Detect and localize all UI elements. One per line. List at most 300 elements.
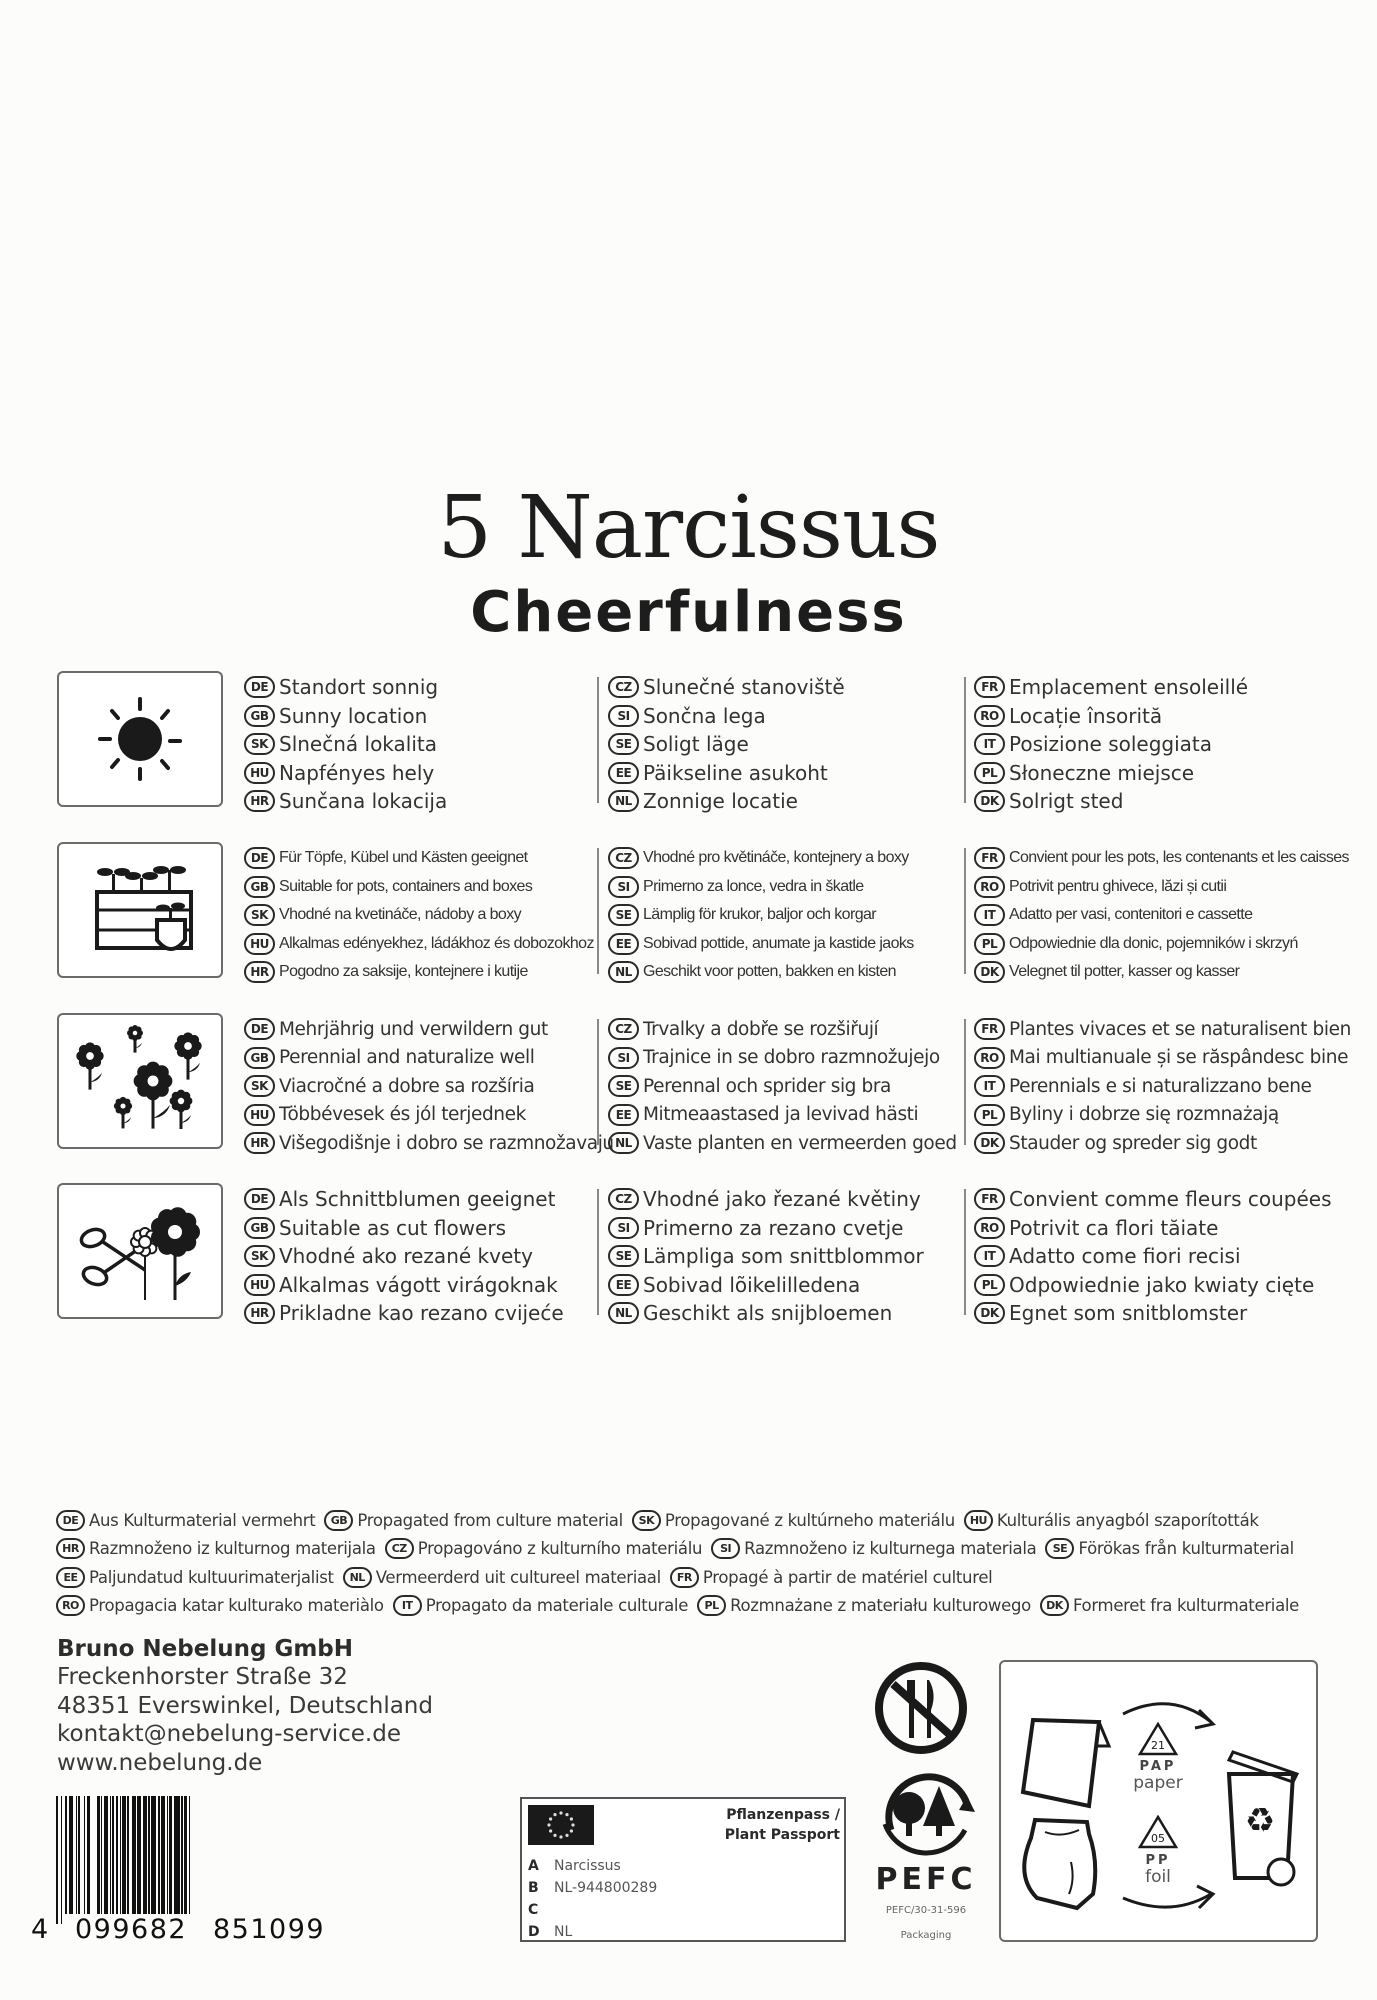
- lang-badge-se: SE: [608, 733, 639, 755]
- translation-line: [244, 1044, 614, 1073]
- lang-badge-dk: DK: [974, 1132, 1005, 1154]
- lang-badge-de: DE: [244, 676, 275, 698]
- propagation-text: Rozmnażane z materiału kulturowego: [730, 1596, 1031, 1616]
- propagation-text: Paljundatud kultuurimaterjalist: [89, 1567, 334, 1587]
- company-name: Bruno Nebelung GmbH: [57, 1636, 354, 1662]
- passport-row-b: [528, 1877, 657, 1899]
- translation-line: [974, 958, 1349, 987]
- language-column: [608, 844, 914, 987]
- lang-badge-ee: EE: [608, 1104, 639, 1126]
- foil-label: [1118, 1853, 1198, 1886]
- propagation-item: [1040, 1595, 1299, 1616]
- translation-line: [608, 1242, 924, 1271]
- lang-badge-gb: GB: [244, 705, 275, 727]
- barcode-bar: [90, 1796, 97, 1914]
- lang-badge-hr: HR: [244, 790, 275, 812]
- translation-text: Pogodno za saksije, kontejnere i kutije: [279, 963, 528, 981]
- translation-text: Soligt läge: [643, 732, 749, 757]
- translation-text: Lämplig för krukor, baljor och korgar: [643, 906, 877, 924]
- passport-value: NL: [554, 1924, 573, 1940]
- translation-text: Odpowiednie jako kwiaty cięte: [1009, 1272, 1315, 1297]
- translation-line: [608, 1015, 957, 1044]
- propagation-item: [697, 1595, 1031, 1616]
- lang-badge-fr: FR: [974, 676, 1005, 698]
- lang-badge-ro: RO: [56, 1595, 85, 1616]
- propagation-item: [56, 1538, 376, 1559]
- lang-badge-ro: RO: [974, 705, 1005, 727]
- translation-text: Mai multianuale și se răspândesc bine: [1009, 1047, 1349, 1069]
- translation-line: [974, 759, 1248, 788]
- translation-line: [608, 702, 845, 731]
- translation-text: Geschikt voor potten, bakken en kisten: [643, 963, 896, 981]
- translation-text: Potrivit ca flori tăiate: [1009, 1215, 1219, 1240]
- translation-line: [244, 1185, 564, 1214]
- feature-row: [0, 842, 1377, 982]
- translation-text: Alkalmas vágott virágoknak: [279, 1272, 558, 1297]
- propagation-text: Propagated from culture material: [357, 1510, 623, 1530]
- translation-line: [974, 1242, 1332, 1271]
- passport-key: A: [528, 1858, 539, 1874]
- lang-badge-fr: FR: [974, 847, 1005, 869]
- translation-line: [608, 958, 914, 987]
- translation-text: Locație însorită: [1009, 703, 1163, 728]
- translation-line: [244, 1271, 564, 1300]
- translation-line: [974, 730, 1248, 759]
- translation-text: Viacročné a dobre sa rozšíria: [279, 1075, 535, 1097]
- propagation-line: [56, 1563, 1346, 1592]
- translation-text: Adatto per vasi, contenitori e cassette: [1009, 906, 1253, 924]
- foil-resin-code: 05: [1151, 1832, 1165, 1845]
- translation-text: Byliny i dobrze się rozmnażają: [1009, 1104, 1279, 1126]
- translation-text: Vhodné pro květináče, kontejnery a boxy: [643, 849, 909, 867]
- company-street: Freckenhorster Straße 32: [57, 1664, 348, 1690]
- translation-text: Convient pour les pots, les contenants et les caisses: [1009, 849, 1349, 867]
- lang-badge-it: IT: [974, 1245, 1005, 1267]
- lang-badge-sk: SK: [244, 733, 275, 755]
- translation-text: Vhodné jako řezané květiny: [643, 1187, 921, 1212]
- recycling-info: [999, 1660, 1318, 1942]
- translation-line: [608, 901, 914, 930]
- lang-badge-ro: RO: [974, 1047, 1005, 1069]
- translation-line: [974, 930, 1349, 959]
- language-column: [244, 1015, 614, 1158]
- sun-icon: [57, 671, 223, 807]
- translation-text: Prikladne kao rezano cvijeće: [279, 1301, 564, 1326]
- translation-text: Egnet som snitblomster: [1009, 1301, 1248, 1326]
- column-divider: [964, 1189, 966, 1315]
- passport-key: B: [528, 1880, 539, 1896]
- propagation-text: Razmnoženo iz kulturnog materijala: [89, 1539, 376, 1559]
- lang-badge-nl: NL: [608, 1132, 639, 1154]
- language-column: [974, 1015, 1351, 1158]
- translation-text: Sobivad pottide, anumate ja kastide jaoks: [643, 934, 914, 952]
- paper-label: [1118, 1759, 1198, 1792]
- translation-text: Für Töpfe, Kübel und Kästen geeignet: [279, 849, 528, 867]
- translation-text: Convient comme fleurs coupées: [1009, 1187, 1332, 1212]
- pefc-trees-icon: [871, 1760, 981, 1856]
- lang-badge-hr: HR: [244, 1302, 275, 1324]
- company-email[interactable]: kontakt@nebelung-service.de: [57, 1721, 401, 1747]
- language-column: [608, 1185, 924, 1328]
- lang-badge-nl: NL: [608, 961, 639, 983]
- lang-badge-ee: EE: [608, 933, 639, 955]
- lang-badge-it: IT: [393, 1595, 422, 1616]
- translation-text: Geschikt als snijbloemen: [643, 1301, 893, 1326]
- translation-line: [974, 1101, 1351, 1130]
- propagation-item: [632, 1510, 955, 1531]
- language-column: [608, 1015, 957, 1158]
- translation-line: [608, 930, 914, 959]
- translation-line: [244, 1299, 564, 1328]
- lang-badge-ee: EE: [608, 1274, 639, 1296]
- lang-badge-ro: RO: [974, 1217, 1005, 1239]
- translation-line: [608, 1299, 924, 1328]
- foil-code: PP: [1145, 1853, 1171, 1868]
- lang-badge-nl: NL: [608, 1302, 639, 1324]
- translation-text: Emplacement ensoleillé: [1009, 675, 1249, 700]
- column-divider: [964, 677, 966, 803]
- eu-flag-icon: [528, 1805, 594, 1845]
- flowers-icon: [57, 1013, 223, 1149]
- lang-badge-ee: EE: [56, 1567, 85, 1588]
- lang-badge-de: DE: [244, 1018, 275, 1040]
- propagation-item: [670, 1567, 993, 1588]
- propagation-item: [385, 1538, 702, 1559]
- propagation-text: Formeret fra kulturmateriale: [1072, 1596, 1300, 1616]
- lang-badge-fr: FR: [974, 1188, 1005, 1210]
- lang-badge-hu: HU: [244, 1104, 275, 1126]
- translation-line: [608, 1214, 924, 1243]
- passport-row-a: [528, 1855, 657, 1877]
- language-column: [244, 844, 594, 987]
- translation-text: Mitmeaastased ja levivad hästi: [643, 1104, 919, 1126]
- translation-text: Višegodišnje i dobro se razmnožavaju: [279, 1132, 614, 1154]
- translation-line: [608, 1271, 924, 1300]
- propagation-text: Razmnoženo iz kulturnega materiala: [744, 1539, 1037, 1559]
- company-city: 48351 Everswinkel, Deutschland: [57, 1692, 433, 1719]
- pefc-scope: Packaging: [900, 1930, 952, 1941]
- translation-text: Vhodné ako rezané kvety: [279, 1244, 533, 1269]
- propagation-line: [56, 1535, 1346, 1564]
- lang-badge-it: IT: [974, 1075, 1005, 1097]
- translation-line: [974, 1072, 1351, 1101]
- translation-line: [244, 1072, 614, 1101]
- barcode-bar: [190, 1796, 192, 1924]
- pefc-code: PEFC/30-31-596: [885, 1905, 967, 1916]
- lang-badge-ee: EE: [608, 762, 639, 784]
- translation-text: Sončna lega: [643, 703, 766, 728]
- translation-line: [608, 673, 845, 702]
- ean-barcode: [28, 1796, 338, 1946]
- lang-badge-si: SI: [608, 1047, 639, 1069]
- language-column: [608, 673, 845, 816]
- translation-line: [974, 673, 1248, 702]
- translation-line: [244, 844, 594, 873]
- lang-badge-sk: SK: [632, 1510, 661, 1531]
- company-address: [57, 1636, 433, 1778]
- lang-badge-hu: HU: [964, 1510, 993, 1531]
- lang-badge-hr: HR: [244, 1132, 275, 1154]
- lang-badge-it: IT: [974, 733, 1005, 755]
- translation-text: Primerno za rezano cvetje: [643, 1215, 904, 1240]
- propagation-item: [343, 1567, 661, 1588]
- lang-badge-cz: CZ: [608, 1188, 639, 1210]
- lang-badge-cz: CZ: [385, 1538, 414, 1559]
- translation-text: Trvalky a dobře se rozšiřují: [643, 1018, 879, 1040]
- propagation-item: [964, 1510, 1259, 1531]
- lang-badge-gb: GB: [244, 876, 275, 898]
- translation-text: Adatto come fiori recisi: [1009, 1244, 1241, 1269]
- passport-key: D: [528, 1924, 540, 1940]
- column-divider: [597, 677, 599, 803]
- product-title: 5 Narcissus: [437, 478, 940, 578]
- translation-line: [244, 1129, 614, 1158]
- lang-badge-nl: NL: [608, 790, 639, 812]
- passport-title-de: Pflanzenpass /: [726, 1807, 840, 1823]
- translation-line: [244, 1214, 564, 1243]
- propagation-text: Propagované z kultúrneho materiálu: [664, 1510, 955, 1530]
- propagation-text: Propagato da materiale culturale: [425, 1596, 689, 1616]
- lang-badge-dk: DK: [974, 790, 1005, 812]
- translation-line: [974, 1214, 1332, 1243]
- propagation-item: [324, 1510, 622, 1531]
- lang-badge-si: SI: [608, 1217, 639, 1239]
- language-column: [974, 673, 1248, 816]
- pefc-label: PEFC: [875, 1862, 977, 1897]
- lang-badge-sk: SK: [244, 1245, 275, 1267]
- propagation-item: [56, 1510, 315, 1531]
- lang-badge-gb: GB: [244, 1217, 275, 1239]
- language-column: [244, 1185, 564, 1328]
- scissors-flower-icon: [57, 1183, 223, 1319]
- pefc-logo: [866, 1760, 986, 1941]
- translation-text: Zonnige locatie: [643, 789, 798, 814]
- translation-text: Vhodné na kvetináče, nádoby a boxy: [279, 906, 522, 924]
- lang-badge-de: DE: [56, 1510, 85, 1531]
- feature-row: [0, 671, 1377, 814]
- translation-line: [244, 759, 447, 788]
- translation-line: [608, 873, 914, 902]
- propagation-text: Aus Kulturmaterial vermehrt: [89, 1510, 316, 1530]
- translation-text: Mehrjährig und verwildern gut: [279, 1018, 548, 1040]
- lang-badge-sk: SK: [244, 1075, 275, 1097]
- feature-row: [0, 1183, 1377, 1326]
- translation-text: Perennials e si naturalizzano bene: [1009, 1075, 1312, 1097]
- translation-line: [244, 730, 447, 759]
- passport-row-d: [528, 1921, 657, 1943]
- no-cutlery-icon: [873, 1660, 969, 1760]
- lang-badge-dk: DK: [974, 961, 1005, 983]
- lang-badge-hu: HU: [244, 933, 275, 955]
- translation-line: [974, 1129, 1351, 1158]
- barcode-left-group: 099682: [72, 1914, 190, 1945]
- translation-line: [974, 702, 1248, 731]
- translation-line: [608, 1129, 957, 1158]
- translation-text: Słoneczne miejsce: [1009, 760, 1195, 785]
- lang-badge-cz: CZ: [608, 1018, 639, 1040]
- lang-badge-sk: SK: [244, 904, 275, 926]
- column-divider: [597, 1189, 599, 1315]
- translation-text: Solrigt sted: [1009, 789, 1124, 814]
- translation-text: Trajnice in se dobro razmnožujejo: [643, 1047, 940, 1069]
- translation-line: [244, 930, 594, 959]
- translation-text: Slnečná lokalita: [279, 732, 438, 757]
- translation-text: Primerno za lonce, vedra in škatle: [643, 877, 864, 895]
- propagation-line: [56, 1592, 1346, 1621]
- propagation-line: [56, 1506, 1346, 1535]
- lang-badge-pl: PL: [974, 1274, 1005, 1296]
- translation-line: [608, 844, 914, 873]
- translation-text: Perennal och sprider sig bra: [643, 1075, 891, 1097]
- translation-line: [608, 1044, 957, 1073]
- translation-text: Päikseline asukoht: [643, 760, 828, 785]
- propagation-statement: [56, 1506, 1346, 1620]
- plant-passport-title: [725, 1805, 840, 1845]
- translation-line: [974, 1044, 1351, 1073]
- translation-line: [244, 1015, 614, 1044]
- passport-key: C: [528, 1902, 539, 1918]
- translation-text: Stauder og spreder sig godt: [1009, 1132, 1257, 1154]
- lang-badge-si: SI: [608, 876, 639, 898]
- lang-badge-hr: HR: [56, 1538, 85, 1559]
- lang-badge-gb: GB: [244, 1047, 275, 1069]
- translation-line: [244, 1101, 614, 1130]
- paper-material: paper: [1133, 1773, 1183, 1793]
- translation-line: [244, 787, 447, 816]
- column-divider: [597, 848, 599, 974]
- svg-text:♻: ♻: [1244, 1801, 1276, 1841]
- translation-text: Standort sonnig: [279, 675, 439, 700]
- passport-value: NL-944800289: [554, 1880, 658, 1896]
- translation-text: Többévesek és jól terjednek: [279, 1104, 526, 1126]
- translation-text: Napfényes hely: [279, 760, 435, 785]
- propagation-item: [393, 1595, 688, 1616]
- translation-text: Slunečné stanoviště: [643, 675, 845, 700]
- lang-badge-hu: HU: [244, 762, 275, 784]
- lang-badge-pl: PL: [974, 933, 1005, 955]
- translation-line: [244, 673, 447, 702]
- recycling-diagram-icon: [1001, 1662, 1320, 1944]
- lang-badge-se: SE: [608, 904, 639, 926]
- foil-material: foil: [1145, 1867, 1171, 1887]
- translation-line: [974, 901, 1349, 930]
- propagation-item: [1045, 1538, 1293, 1559]
- barcode-right-group: 851099: [210, 1914, 328, 1945]
- lang-badge-it: IT: [974, 904, 1005, 926]
- translation-line: [608, 759, 845, 788]
- company-website[interactable]: www.nebelung.de: [57, 1749, 263, 1776]
- propagation-text: Propagováno z kulturního materiálu: [417, 1539, 703, 1559]
- translation-text: Plantes vivaces et se naturalisent bien: [1009, 1018, 1351, 1040]
- translation-line: [608, 1185, 924, 1214]
- propagation-text: Propagacia katar kulturako materiàlo: [89, 1596, 384, 1616]
- translation-text: Perennial and naturalize well: [279, 1047, 535, 1069]
- translation-line: [974, 873, 1349, 902]
- lang-badge-fr: FR: [670, 1567, 699, 1588]
- translation-text: Suitable for pots, containers and boxes: [279, 877, 533, 895]
- lang-badge-pl: PL: [697, 1595, 726, 1616]
- translation-text: Sunny location: [279, 703, 428, 728]
- translation-text: Velegnet til potter, kasser og kasser: [1009, 963, 1240, 981]
- translation-line: [974, 1299, 1332, 1328]
- lang-badge-hr: HR: [244, 961, 275, 983]
- planter-box-icon: [57, 842, 223, 978]
- translation-line: [244, 958, 594, 987]
- product-variety: Cheerfulness: [470, 580, 907, 645]
- translation-text: Alkalmas edényekhez, ládákhoz és dobozokhoz: [279, 934, 594, 952]
- translation-line: [974, 1015, 1351, 1044]
- propagation-item: [711, 1538, 1036, 1559]
- lang-badge-dk: DK: [1040, 1595, 1069, 1616]
- translation-line: [244, 873, 594, 902]
- lang-badge-gb: GB: [324, 1510, 353, 1531]
- feature-row: [0, 1013, 1377, 1153]
- translation-text: Lämpliga som snittblommor: [643, 1244, 924, 1269]
- propagation-text: Propagé à partir de matériel culturel: [702, 1567, 993, 1587]
- propagation-text: Förökas från kulturmaterial: [1078, 1539, 1294, 1559]
- translation-text: Sunčana lokacija: [279, 789, 448, 814]
- translation-line: [608, 1072, 957, 1101]
- barcode-first-digit: 4: [31, 1914, 50, 1945]
- propagation-text: Vermeerderd uit cultureel materiaal: [375, 1567, 661, 1587]
- lang-badge-fr: FR: [974, 1018, 1005, 1040]
- lang-badge-pl: PL: [974, 762, 1005, 784]
- lang-badge-si: SI: [608, 705, 639, 727]
- translation-line: [974, 1271, 1332, 1300]
- translation-line: [244, 1242, 564, 1271]
- passport-value: Narcissus: [554, 1858, 621, 1874]
- barcode-bars: [56, 1796, 338, 1924]
- lang-badge-de: DE: [244, 1188, 275, 1210]
- translation-text: Als Schnittblumen geeignet: [279, 1187, 556, 1212]
- translation-line: [608, 787, 845, 816]
- propagation-item: [56, 1567, 334, 1588]
- lang-badge-se: SE: [1045, 1538, 1074, 1559]
- language-column: [974, 844, 1349, 987]
- translation-line: [974, 844, 1349, 873]
- translation-line: [974, 787, 1248, 816]
- paper-resin-code: 21: [1151, 1739, 1165, 1752]
- lang-badge-cz: CZ: [608, 847, 639, 869]
- paper-code: PAP: [1139, 1759, 1177, 1774]
- propagation-item: [56, 1595, 384, 1616]
- lang-badge-pl: PL: [974, 1104, 1005, 1126]
- lang-badge-nl: NL: [343, 1567, 372, 1588]
- translation-text: Sobivad lõikelilledena: [643, 1272, 861, 1297]
- translation-text: Suitable as cut flowers: [279, 1215, 506, 1240]
- language-column: [974, 1185, 1332, 1328]
- translation-line: [244, 901, 594, 930]
- translation-line: [244, 702, 447, 731]
- translation-text: Vaste planten en vermeerden goed: [643, 1132, 957, 1154]
- passport-title-en: Plant Passport: [724, 1827, 840, 1843]
- lang-badge-de: DE: [244, 847, 275, 869]
- plant-passport: [520, 1797, 846, 1942]
- lang-badge-ro: RO: [974, 876, 1005, 898]
- translation-line: [608, 1101, 957, 1130]
- lang-badge-hu: HU: [244, 1274, 275, 1296]
- language-column: [244, 673, 447, 816]
- lang-badge-dk: DK: [974, 1302, 1005, 1324]
- column-divider: [964, 848, 966, 974]
- passport-row-c: [528, 1899, 657, 1921]
- translation-text: Posizione soleggiata: [1009, 732, 1213, 757]
- translation-text: Potrivit pentru ghivece, lăzi și cutii: [1009, 877, 1227, 895]
- column-divider: [964, 1019, 966, 1145]
- lang-badge-se: SE: [608, 1075, 639, 1097]
- lang-badge-se: SE: [608, 1245, 639, 1267]
- propagation-text: Kulturális anyagból szaporították: [996, 1510, 1259, 1530]
